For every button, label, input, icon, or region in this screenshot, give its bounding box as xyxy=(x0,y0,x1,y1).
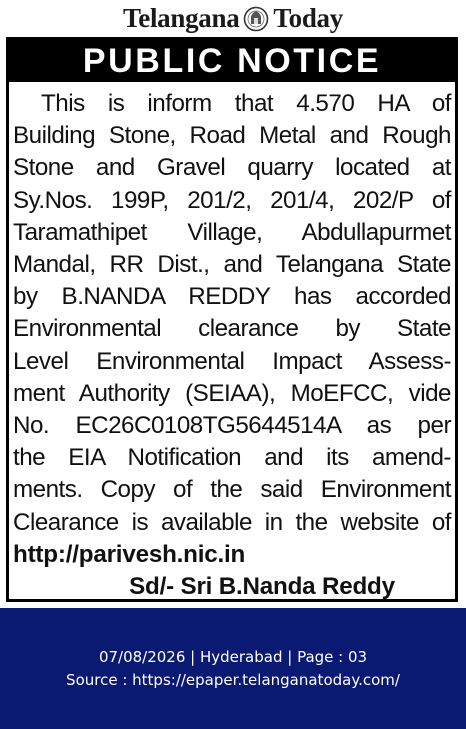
edition-info: 07/08/2026 | Hyderabad | Page : 03 xyxy=(98,648,368,666)
notice-line: Clearance is available in the website of xyxy=(13,508,451,536)
newspaper-masthead xyxy=(0,0,466,37)
state-emblem-icon xyxy=(243,6,269,32)
public-notice-box xyxy=(6,37,458,602)
notice-line: Taramathipet Village, Abdullapurmet xyxy=(13,218,451,246)
notice-line: No. EC26C0108TG5644514A as per xyxy=(13,412,451,440)
notice-line: Stone and Gravel quarry located at xyxy=(13,154,451,182)
notice-line: Environmental clearance by State xyxy=(13,315,451,343)
notice-line: Sy.Nos. 199P, 201/2, 201/4, 202/P of xyxy=(13,186,451,214)
notice-line: Mandal, RR Dist., and Telangana State xyxy=(13,251,451,279)
notice-line: Level Environmental Impact Assess- xyxy=(13,347,451,375)
footer-bar xyxy=(0,608,466,729)
signature: Sd/- Sri B.Nanda Reddy xyxy=(129,573,395,601)
source-link[interactable]: Source : https://epaper.telanganatoday.com/ xyxy=(66,671,400,689)
notice-line: ments. Copy of the said Environment xyxy=(13,476,451,504)
notice-line: This is inform that 4.570 HA of xyxy=(41,90,451,117)
notice-line: Building Stone, Road Metal and Rough xyxy=(13,122,451,150)
website-link[interactable]: http://parivesh.nic.in xyxy=(13,540,246,568)
notice-line: by B.NANDA REDDY has accorded xyxy=(13,283,451,311)
notice-body xyxy=(9,82,455,602)
notice-line: ment Authority (SEIAA), MoEFCC, vide xyxy=(13,379,451,407)
notice-line: the EIA Notification and its amend- xyxy=(13,444,451,472)
masthead-left: Telangana xyxy=(123,3,240,33)
notice-title: PUBLIC NOTICE xyxy=(9,40,455,82)
masthead-right: Today xyxy=(273,3,343,33)
